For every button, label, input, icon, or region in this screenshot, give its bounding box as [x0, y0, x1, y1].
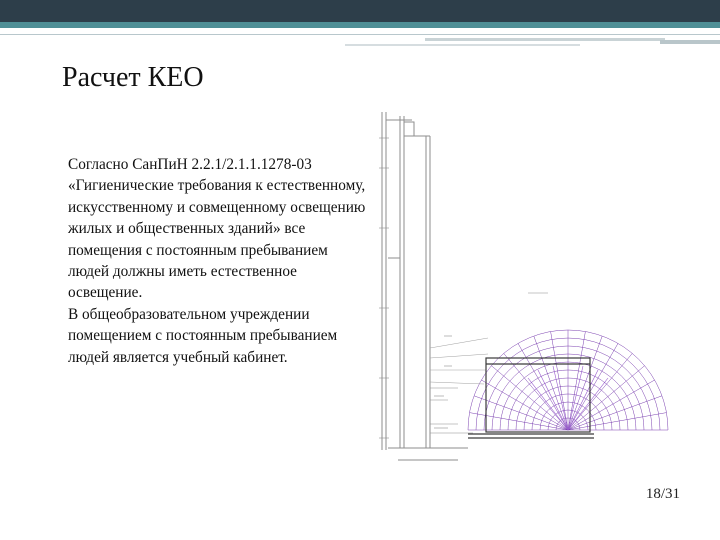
paragraph-sanpin: Согласно СанПиН 2.2.1/2.1.1.1278-03 «Гигиенические требования к естественному, искусственному и совмещенному освещению жилых и общественных зданий» все помещения с постоянным пребыванием людей должны иметь естественное освещение. [68, 156, 366, 302]
header-bar [0, 0, 720, 22]
decorative-line [660, 40, 720, 44]
header-accent-bar [0, 22, 720, 28]
decorative-line [425, 38, 665, 41]
annotation-text-marks [434, 293, 548, 428]
sky-rays [430, 338, 488, 384]
daylight-factor-grid [468, 330, 668, 430]
slide-body [68, 154, 368, 368]
decorative-line [345, 44, 580, 46]
paragraph-school: В общеобразовательном учреждении помещением с постоянным пребыванием людей является учебный кабинет. [68, 305, 338, 366]
building-section [382, 112, 468, 460]
keo-diagram [368, 108, 720, 468]
page-number: 18/31 [645, 486, 680, 502]
slide-title: Расчет КЕО [62, 62, 204, 93]
header-divider [0, 34, 720, 35]
